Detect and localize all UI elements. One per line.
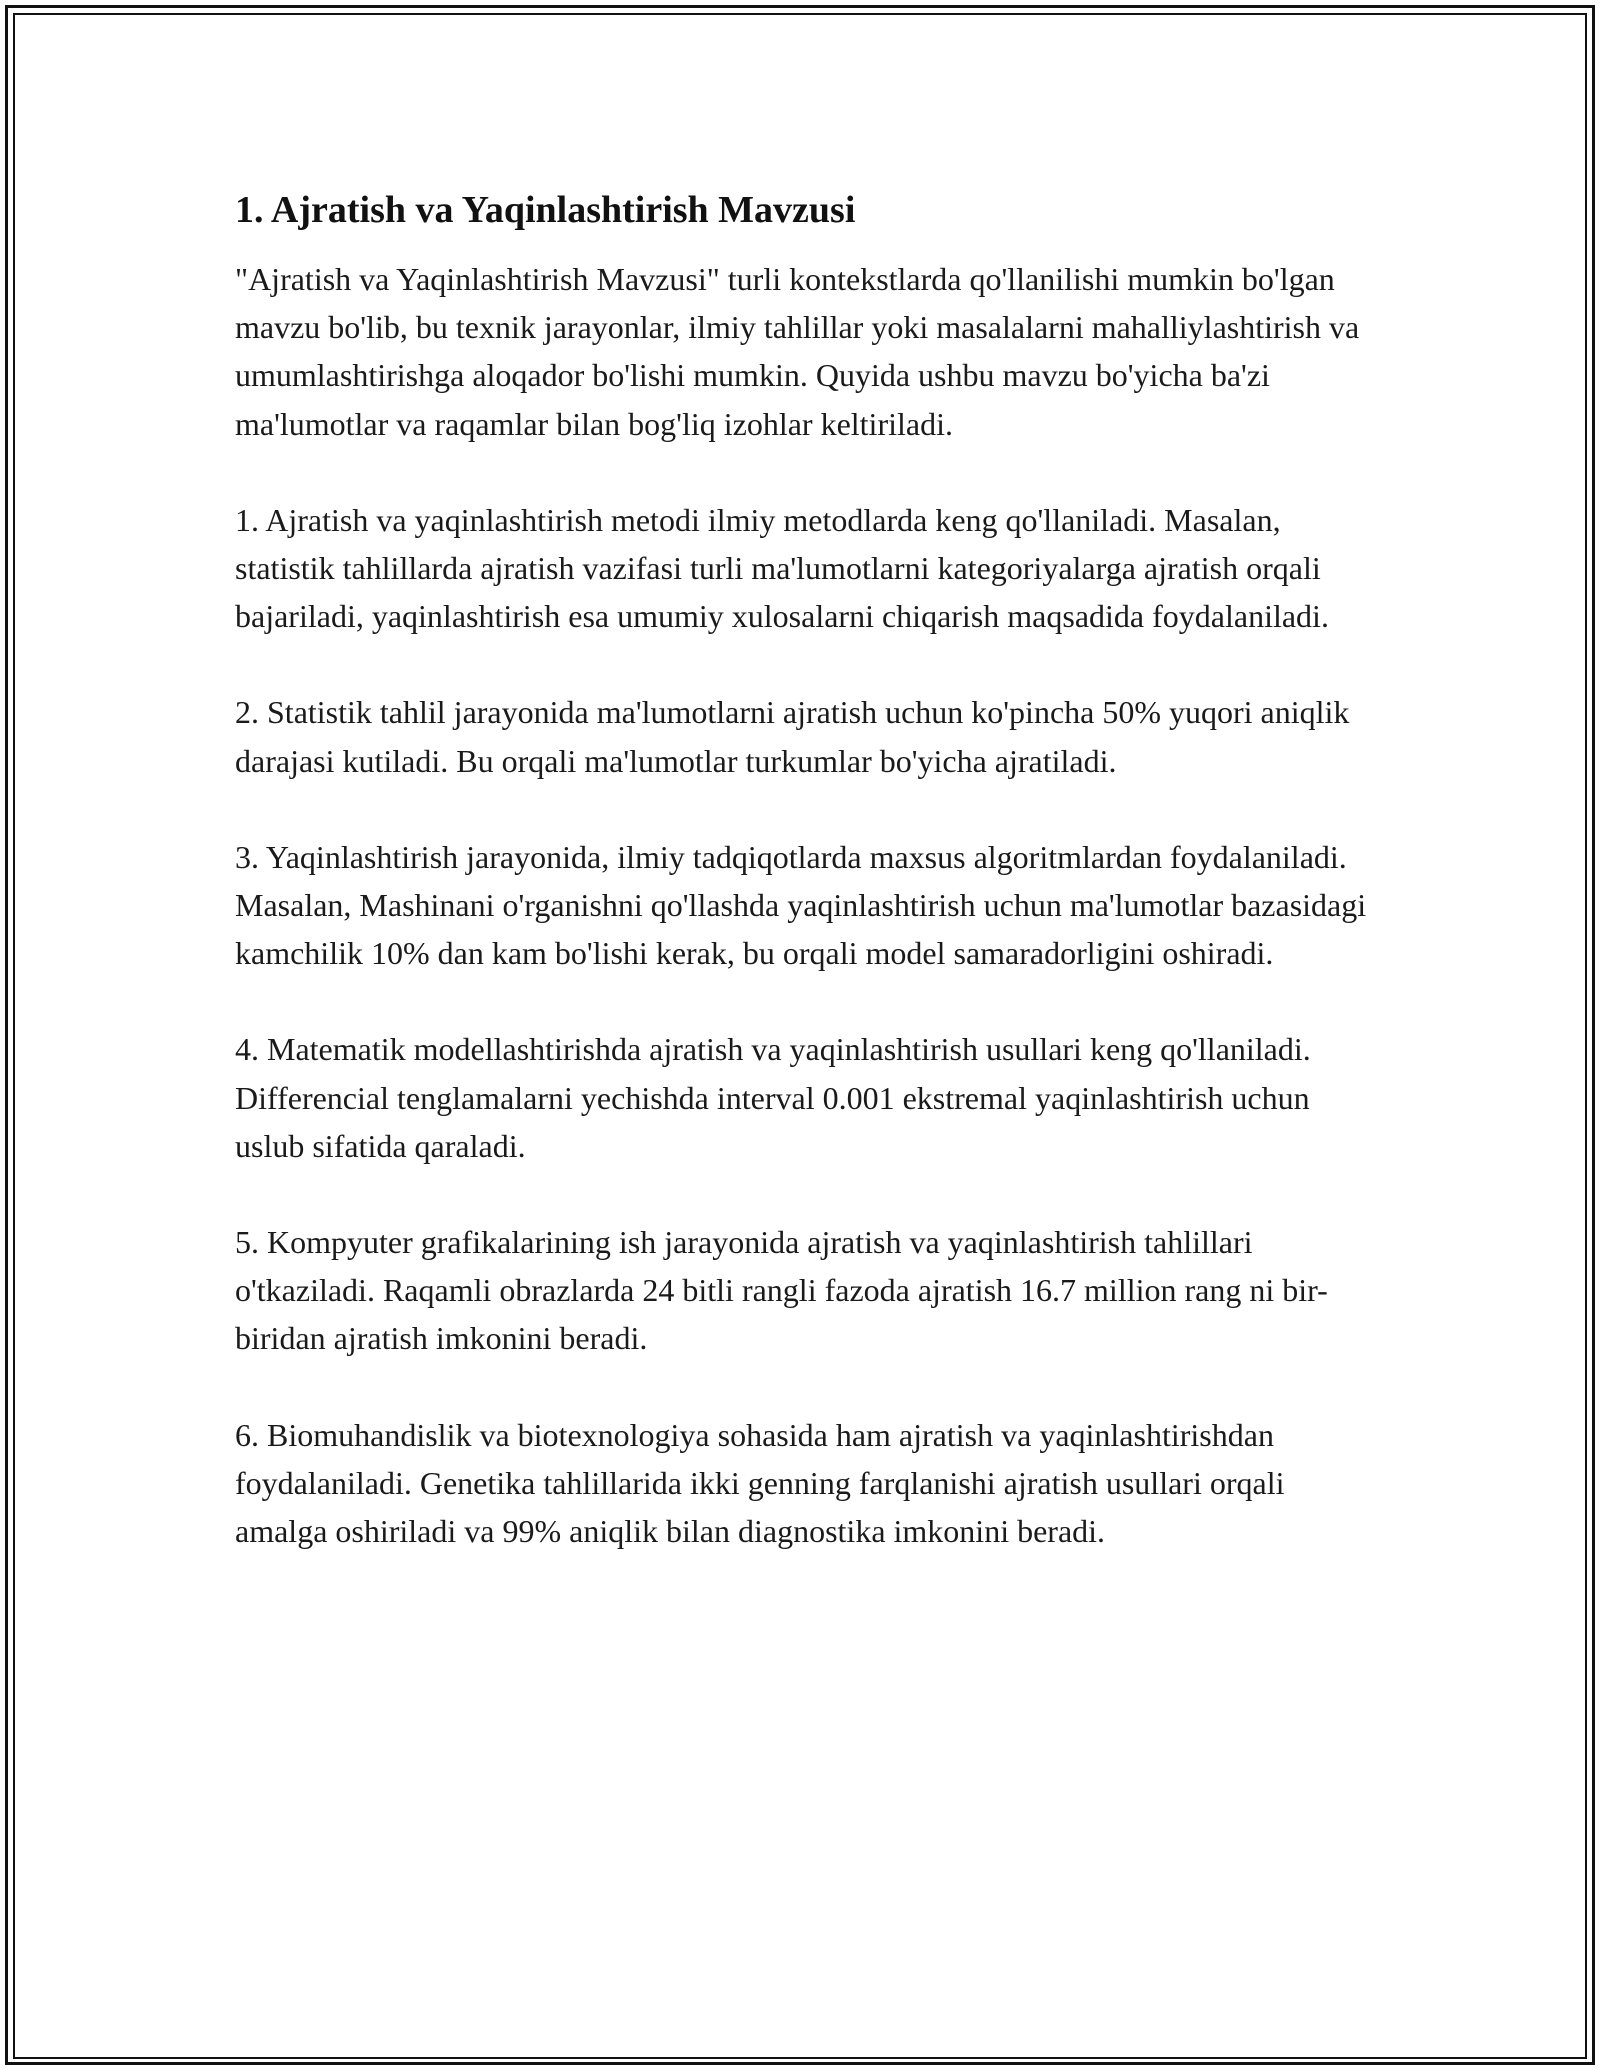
list-item-4: 4. Matematik modellashtirishda ajratish va yaqinlashtirish usullari keng qo'llaniladi. Differencial tenglamalarni yechishda interval 0.001 ekstremal yaqinlashtirish uchun uslub sifatida qaraladi. <box>235 1031 1311 1164</box>
list-item-5: 5. Kompyuter grafikalarining ish jarayonida ajratish va yaqinlashtirish tahlillari o'tkaziladi. Raqamli obrazlarda 24 bitli rangli fazoda ajratish 16.7 million rang ni bir-biridan ajratish imkonini beradi. <box>235 1224 1328 1357</box>
list-item-2: 2. Statistik tahlil jarayonida ma'lumotlarni ajratish uchun ko'pincha 50% yuqori aniqlik darajasi kutiladi. Bu orqali ma'lumotlar turkumlar bo'yicha ajratiladi. <box>235 694 1350 779</box>
section-heading: 1. Ajratish va Yaqinlashtirish Mavzusi <box>235 189 856 231</box>
list-item-6: 6. Biomuhandislik va biotexnologiya sohasida ham ajratish va yaqinlashtirishdan foydalaniladi. Genetika tahlillarida ikki genning farqlanishi ajratish usullari orqali amalga oshiriladi va 99% aniqlik bilan diagnostika imkonini beradi. <box>235 1416 1285 1550</box>
list-item-1: 1. Ajratish va yaqinlashtirish metodi ilmiy metodlarda keng qo'llaniladi. Masalan, statistik tahlillarda ajratish vazifasi turli ma'lumotlarni kategoriyalarga ajratish orqali bajariladi, yaqinlashtirish esa umumiy xulosalarni chiqarish maqsadida foydalaniladi. <box>235 501 1329 635</box>
intro-paragraph: "Ajratish va Yaqinlashtirish Mavzusi" turli kontekstlarda qo'llanilishi mumkin bo'lgan mavzu bo'lib, bu texnik jarayonlar, ilmiy tahlillar yoki masalalarni mahalliylashtirish va umumlashtirishga aloqador bo'lishi mumkin. Quyida ushbu mavzu bo'yicha ba'zi ma'lumotlar va raqamlar bilan bog'liq izohlar keltiriladi. <box>235 261 1360 442</box>
document-body <box>235 186 1375 1603</box>
list-item-3: 3. Yaqinlashtirish jarayonida, ilmiy tadqiqotlarda maxsus algoritmlardan foydalaniladi. Masalan, Mashinani o'rganishni qo'llashda yaqinlashtirish uchun ma'lumotlar bazasidagi kamchilik 10% dan kam bo'lishi kerak, bu orqali model samaradorligini oshiradi. <box>235 838 1367 972</box>
